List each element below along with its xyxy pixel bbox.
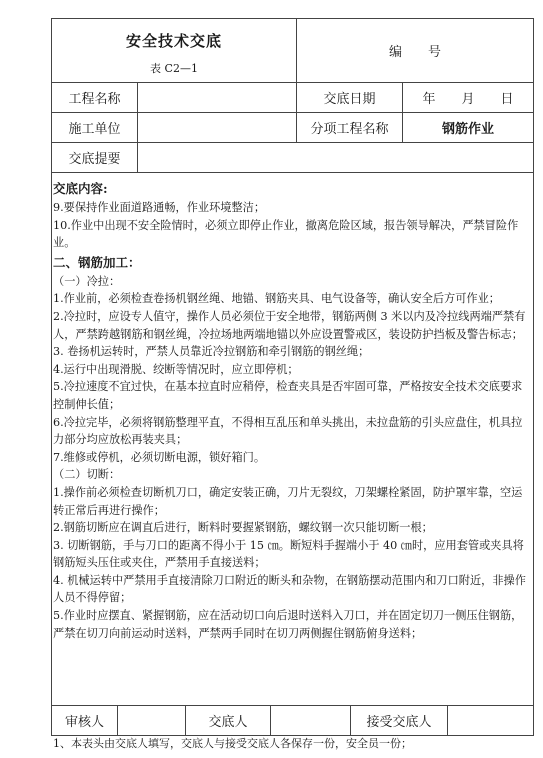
- project-name-label: 工程名称: [68, 92, 121, 107]
- content-paragraph: 1.作业前，必须检查卷扬机钢丝绳、地锚、钢筋夹具、电气设备等，确认安全后方可作业；: [53, 292, 500, 306]
- number-label: 编 号: [388, 45, 441, 60]
- form-number: 表 C2—1: [150, 62, 198, 75]
- content-paragraph: 10.作业中出现不安全险情时，必须立即停止作业，撤离危险区域，报告领导解决，严禁冒险作业。: [53, 218, 519, 250]
- date-label: 交底日期: [323, 92, 376, 107]
- row-divider: [51, 172, 534, 173]
- content-paragraph: 6.冷拉完毕，必须将钢筋整理平直，不得相互乱压和单头挑出，未拉盘筋的引头应盘住，机具拉力部分均应放松再装夹具；: [53, 415, 523, 447]
- section-heading: 二、钢筋加工：: [53, 254, 141, 270]
- content-items: [53, 199, 531, 642]
- content-paragraph: （二）切断：: [53, 468, 121, 482]
- content-paragraph: （一）冷拉：: [53, 274, 121, 288]
- discloser-label: 交底人: [208, 715, 248, 730]
- subproject-value[interactable]: 钢筋作业: [441, 122, 494, 137]
- table-border-right: [533, 18, 534, 735]
- construction-unit-label: 施工单位: [68, 122, 121, 137]
- subproject-label: 分项工程名称: [310, 122, 389, 137]
- date-field[interactable]: 年 月 日: [422, 92, 514, 107]
- content-heading: 交底内容:: [53, 181, 108, 196]
- form-title: 安全技术交底: [125, 31, 222, 50]
- content-paragraph: 2.冷拉时，应设专人值守，操作人员必须位于安全地带，钢筋两侧 3 米以内及冷拉线两端严禁有人，严禁跨越钢筋和钢丝绳，冷拉场地两端地锚以外应设置警戒区，装设防护挡板及警告标志；: [53, 309, 526, 341]
- receiver-field[interactable]: [448, 706, 533, 735]
- receiver-label: 接受交底人: [366, 715, 432, 730]
- discloser-field[interactable]: [271, 706, 350, 735]
- content-paragraph: 2.钢筋切断应在调直后进行，断料时要握紧钢筋，螺纹钢一次只能切断一根；: [53, 521, 433, 535]
- content-paragraph: 3. 卷扬机运转时，严禁人员靠近冷拉钢筋和牵引钢筋的钢丝绳；: [53, 345, 370, 359]
- content-paragraph: 1.操作前必须检查切断机刀口，确定安装正确，刀片无裂纹，刀架螺栓紧固，防护罩牢靠，空运转正常后再进行操作；: [53, 485, 523, 517]
- content-paragraph: 4. 机械运转中严禁用手直接清除刀口附近的断头和杂物，在钢筋摆动范围内和刀口附近，非操作人员不得停留；: [53, 573, 526, 605]
- content-paragraph: 5.冷拉速度不宜过快，在基本拉直时应稍停，检查夹具是否牢固可靠，严格按安全技术交底要求控制伸长值；: [53, 380, 523, 411]
- footer-note: 1、本表头由交底人填写，交底人与接受交底人各保存一份，安全员一份；: [53, 737, 412, 750]
- reviewer-field[interactable]: [118, 706, 185, 735]
- content-paragraph: 3. 切断钢筋，手与刀口的距离不得小于 15 ㎝。断短料手握端小于 40 ㎝时，应用套管或夹具将钢筋短头压住或夹住，严禁用手直接送料；: [53, 538, 524, 570]
- content-paragraph: 9.要保持作业面道路通畅，作业环境整洁；: [53, 201, 266, 214]
- content-paragraph: 4.运行中出现滑脱、绞断等情况时，应立即停机；: [53, 362, 299, 376]
- content-paragraph: 5.作业时应摆直、紧握钢筋，应在活动切口向后退时送料入刀口，并在固定切刀一侧压住钢筋，严禁在切刀向前运动时送料，严禁两手同时在切刀两侧握住钢筋俯身送料；: [53, 609, 523, 640]
- summary-label: 交底提要: [68, 152, 121, 167]
- disclosure-content: [53, 178, 531, 642]
- content-paragraph: 7.维修或停机，必须切断电源，锁好箱门。: [53, 450, 266, 464]
- summary-field[interactable]: [138, 143, 533, 172]
- reviewer-label: 审核人: [64, 715, 104, 730]
- project-name-field[interactable]: [138, 83, 296, 112]
- construction-unit-field[interactable]: [138, 113, 296, 142]
